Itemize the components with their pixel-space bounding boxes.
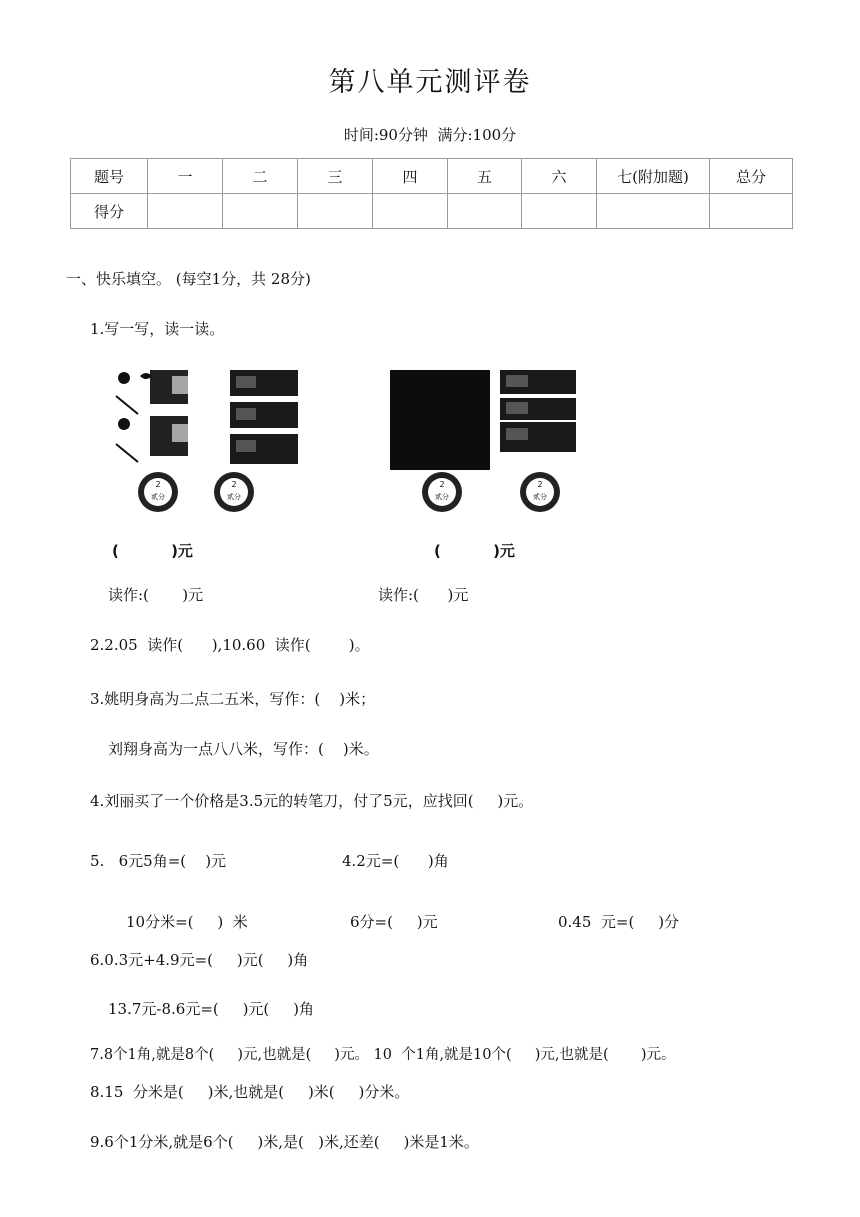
banknote-icon [500, 370, 576, 394]
score-input-cell[interactable] [223, 194, 298, 229]
svg-text:2: 2 [439, 480, 445, 489]
coin-icon [138, 472, 178, 512]
score-input-cell[interactable] [522, 194, 597, 229]
svg-text:2: 2 [231, 480, 237, 489]
coin-icon [214, 472, 254, 512]
question-5e[interactable]: 0.45 元=( )分 [558, 913, 680, 931]
question-1-label: 1.写一写，读一读。 [90, 320, 225, 338]
score-table-header-row [71, 159, 793, 194]
table-cell: 二 [223, 159, 298, 194]
coin-icon [520, 472, 560, 512]
table-cell: 得分 [71, 194, 148, 229]
banknote-icon [230, 402, 298, 428]
svg-text:贰分: 贰分 [151, 493, 165, 501]
banknote-icon [500, 422, 576, 452]
svg-text:2: 2 [155, 480, 161, 489]
svg-text:2: 2 [537, 480, 543, 489]
banknote-icon [118, 414, 206, 460]
question-5c[interactable]: 10分米=( ) 米 [126, 913, 248, 931]
question-7[interactable]: 7.8个1角,就是8个( )元,也就是( )元。 10 个1角,就是10个( )元,也就是( )元。 [90, 1047, 676, 1063]
table-cell: 四 [373, 159, 448, 194]
banknote-icon [390, 370, 490, 470]
question-9[interactable]: 9.6个1分米,就是6个( )米,是( )米,还差( )米是1米。 [90, 1133, 479, 1151]
table-cell: 六 [522, 159, 597, 194]
question-5a[interactable]: 5. 6元5角=( )元 [90, 852, 227, 870]
svg-text:贰分: 贰分 [227, 493, 241, 501]
banknote-icon [230, 434, 298, 464]
question-3b[interactable]: 刘翔身高为一点八八米，写作：( )米。 [108, 740, 379, 758]
question-6a[interactable]: 6.0.3元+4.9元=( )元( )角 [90, 951, 309, 969]
banknote-icon [500, 398, 576, 420]
question-3a[interactable]: 3.姚明身高为二点二五米，写作：( )米； [90, 690, 376, 708]
score-input-cell[interactable] [448, 194, 522, 229]
banknote-icon [230, 370, 298, 396]
question-5d[interactable]: 6分=( )元 [350, 913, 438, 931]
question-5b[interactable]: 4.2元=( )角 [342, 852, 449, 870]
table-cell: 题号 [71, 159, 148, 194]
money-picture-left [110, 362, 310, 522]
table-cell: 七(附加题) [597, 159, 710, 194]
question-6b[interactable]: 13.7元-8.6元=( )元( )角 [108, 1000, 314, 1018]
score-input-cell[interactable] [298, 194, 373, 229]
answer-blank-right[interactable]: ( )元 [434, 542, 515, 560]
table-cell: 总分 [710, 159, 793, 194]
banknote-icon [118, 368, 206, 406]
score-input-cell[interactable] [597, 194, 710, 229]
score-input-cell[interactable] [373, 194, 448, 229]
question-8[interactable]: 8.15 分米是( )米,也就是( )米( )分米。 [90, 1083, 410, 1101]
read-blank-right[interactable]: 读作:( )元 [378, 586, 469, 604]
table-cell: 一 [148, 159, 223, 194]
coin-icon [422, 472, 462, 512]
answer-blank-left[interactable]: ( )元 [112, 542, 193, 560]
exam-time-info: 时间:90分钟 满分:100分 [343, 126, 517, 144]
svg-text:贰分: 贰分 [533, 493, 547, 501]
score-table [70, 158, 793, 229]
page-title: 第八单元测评卷 [328, 67, 532, 98]
table-cell: 三 [298, 159, 373, 194]
read-blank-left[interactable]: 读作:( )元 [108, 586, 204, 604]
svg-text:贰分: 贰分 [435, 493, 449, 501]
question-2[interactable]: 2.2.05 读作( ),10.60 读作( )。 [90, 636, 370, 654]
score-table-score-row [71, 194, 793, 229]
section-heading: 一、快乐填空。 (每空1分，共 28分) [66, 270, 311, 288]
question-4[interactable]: 4.刘丽买了一个价格是3.5元的转笔刀，付了5元，应找回( )元。 [90, 792, 534, 810]
score-input-cell[interactable] [148, 194, 223, 229]
table-cell: 五 [448, 159, 522, 194]
score-input-cell[interactable] [710, 194, 793, 229]
money-picture-right [386, 364, 586, 522]
